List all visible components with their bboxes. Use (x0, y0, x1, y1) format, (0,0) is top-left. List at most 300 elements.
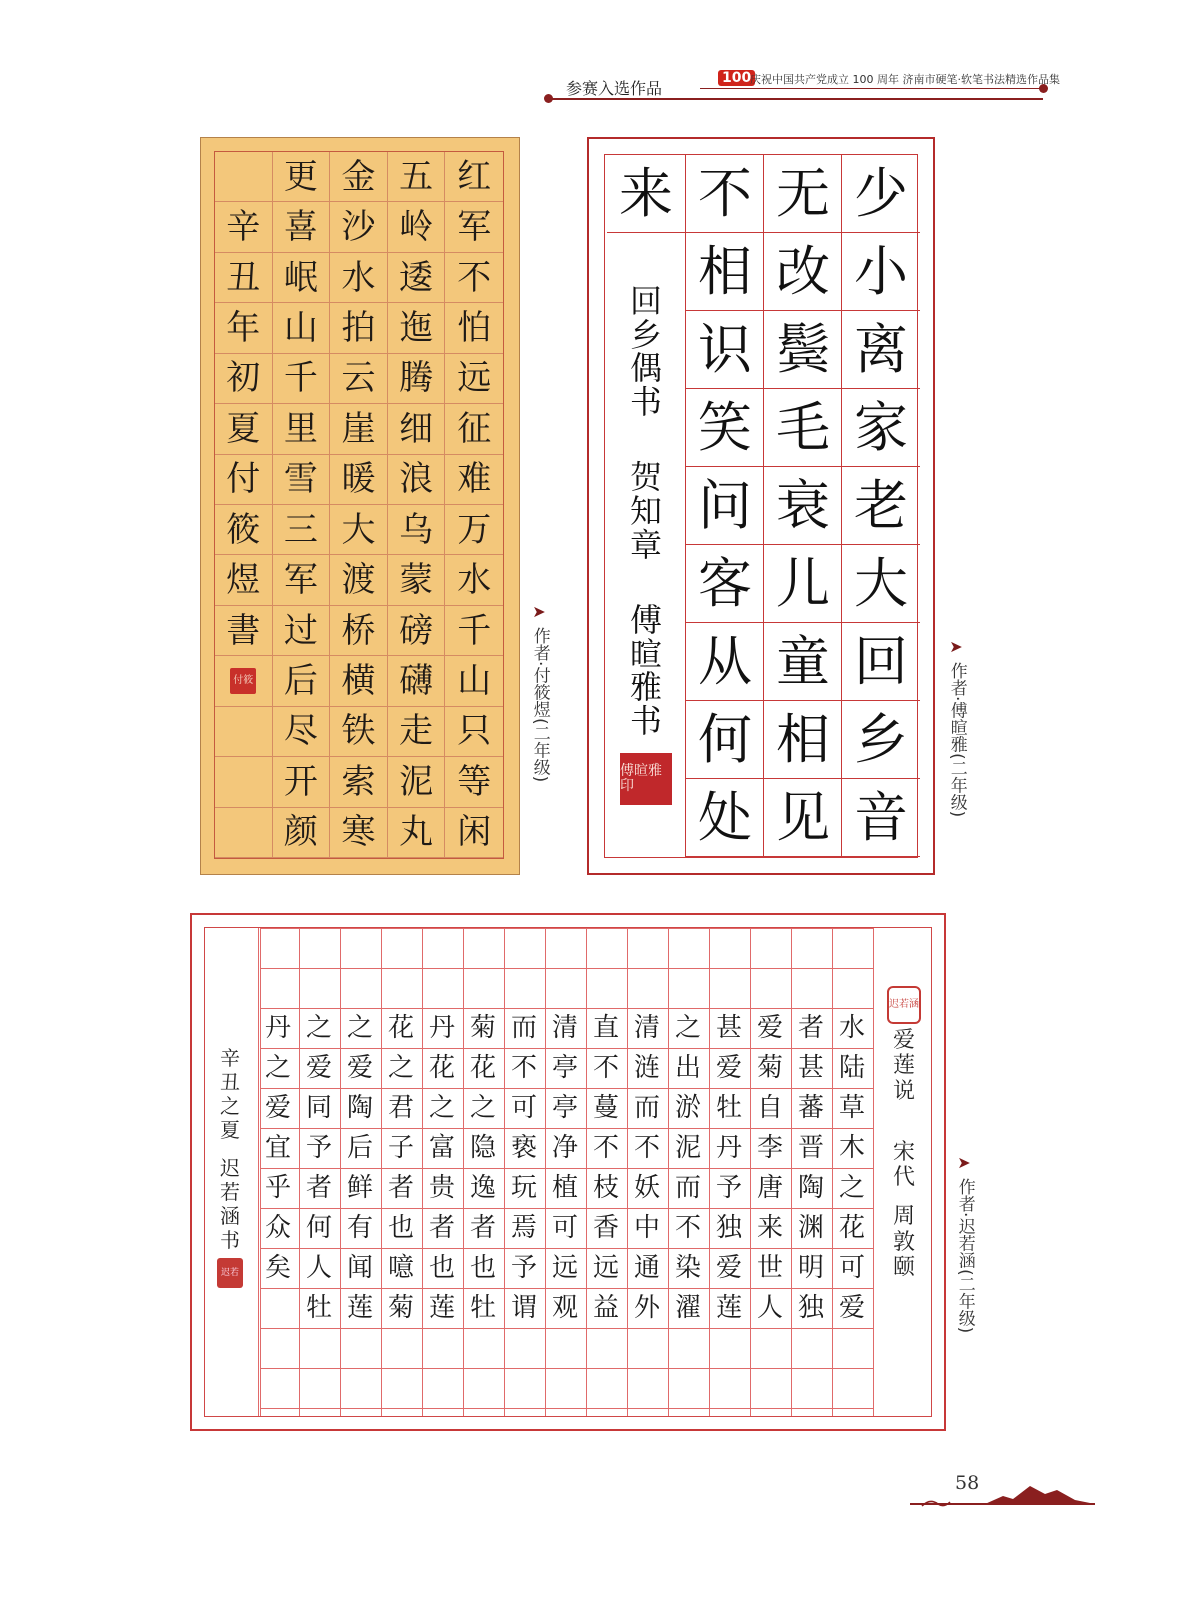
calligraphy-character: 难 (457, 459, 492, 500)
calligraphy-character: 闻 (346, 1253, 373, 1283)
calligraphy-character: 甚 (715, 1013, 742, 1043)
calligraphy-character: 儿 (776, 551, 830, 615)
calligraphy-character: 爱 (715, 1053, 742, 1083)
calligraphy-character: 万 (457, 509, 492, 550)
grid-cell (273, 455, 331, 505)
caption-arrow-icon: ➤ (532, 602, 546, 621)
grid-cell (445, 707, 503, 757)
calligraphy-character: 更 (283, 156, 318, 197)
calligraphy-character: 闲 (457, 812, 492, 853)
calligraphy-character: 乎 (264, 1173, 291, 1203)
grid-cell (764, 155, 842, 233)
calligraphy-character: 乡 (854, 707, 908, 771)
grid-cell (215, 152, 273, 202)
calligraphy-character: 老 (854, 473, 908, 537)
calligraphy-character: 者 (305, 1173, 332, 1203)
calligraphy-character: 里 (283, 408, 318, 449)
caption-3-grade: (二年级) (954, 1268, 975, 1334)
signature-text: 回 乡 偶 书 (629, 282, 662, 421)
calligraphy-character: 喜 (283, 207, 318, 248)
calligraphy-character: 何 (305, 1213, 332, 1243)
calligraphy-character: 濯 (674, 1293, 701, 1323)
grid-cell (273, 404, 331, 454)
calligraphy-character: 问 (698, 473, 752, 537)
grid-cell (388, 656, 446, 706)
caption-1-author: 作者·付筱煜 (529, 627, 550, 718)
grid-cell (215, 555, 273, 605)
calligraphy-character: 同 (305, 1093, 332, 1123)
calligraphy-character: 水 (457, 560, 492, 601)
calligraphy-character: 者 (797, 1013, 824, 1043)
calligraphy-character: 颜 (283, 812, 318, 853)
calligraphy-character: 富 (428, 1133, 455, 1163)
grid-cell (764, 545, 842, 623)
calligraphy-character: 世 (756, 1253, 783, 1283)
calligraphy-character: 也 (469, 1253, 496, 1283)
calligraphy-character: 离 (854, 317, 908, 381)
grid-cell (388, 253, 446, 303)
calligraphy-character: 枝 (592, 1173, 619, 1203)
calligraphy-character: 牡 (715, 1093, 742, 1123)
calligraphy-character: 牡 (469, 1293, 496, 1323)
calligraphy-character: 后 (346, 1133, 373, 1163)
grid-cell (764, 623, 842, 701)
grid-cell (388, 202, 446, 252)
calligraphy-character: 之 (838, 1173, 865, 1203)
grid-cell (686, 545, 764, 623)
grid-cell (330, 455, 388, 505)
calligraphy-character: 爱 (715, 1253, 742, 1283)
calligraphy-character: 蕃 (797, 1093, 824, 1123)
grid-cell (686, 623, 764, 701)
grid-rule (260, 1368, 873, 1369)
calligraphy-character: 军 (283, 560, 318, 601)
grid-cell (686, 233, 764, 311)
calligraphy-character: 焉 (510, 1213, 537, 1243)
calligraphy-character: 出 (674, 1053, 701, 1083)
page-number: 58 (955, 1472, 980, 1494)
calligraphy-character: 之 (387, 1053, 414, 1083)
caption-1-grade: (二年级) (529, 717, 550, 783)
calligraphy-character: 草 (838, 1093, 865, 1123)
grid-cell (445, 303, 503, 353)
grid-cell (445, 656, 503, 706)
calligraphy-character: 雪 (283, 459, 318, 500)
calligraphy-character: 植 (551, 1173, 578, 1203)
grid-cell (215, 202, 273, 252)
grid-cell (273, 555, 331, 605)
calligraphy-character: 花 (387, 1013, 414, 1043)
grid-cell (215, 354, 273, 404)
grid-cell (445, 354, 503, 404)
calligraphy-character: 笑 (698, 395, 752, 459)
calligraphy-character: 莲 (715, 1293, 742, 1323)
calligraphy-character: 子 (387, 1133, 414, 1163)
grid-cell (215, 808, 273, 858)
calligraphy-character: 菊 (469, 1013, 496, 1043)
caption-3-author: 作者·迟若涵 (954, 1178, 975, 1269)
calligraphy-character: 爱 (756, 1013, 783, 1043)
grid-cell (842, 467, 920, 545)
artwork-3-grid (204, 927, 932, 1417)
calligraphy-character: 回 (854, 629, 908, 693)
calligraphy-character: 之 (428, 1093, 455, 1123)
calligraphy-character: 远 (592, 1253, 619, 1283)
calligraphy-character: 五 (399, 156, 434, 197)
calligraphy-character: 君 (387, 1093, 414, 1123)
calligraphy-character: 来 (756, 1213, 783, 1243)
grid-cell (273, 303, 331, 353)
calligraphy-character: 夏 (226, 408, 261, 449)
essay-title-block (887, 986, 921, 1280)
grid-cell (388, 455, 446, 505)
calligraphy-character: 军 (457, 207, 492, 248)
grid-rule (260, 1328, 873, 1329)
calligraphy-character: 陶 (797, 1173, 824, 1203)
calligraphy-character: 而 (510, 1013, 537, 1043)
artwork-2 (587, 137, 935, 875)
calligraphy-character: 寒 (341, 812, 376, 853)
calligraphy-character: 逶 (399, 257, 434, 298)
grid-cell (330, 152, 388, 202)
grid-cell (686, 779, 764, 857)
calligraphy-character: 而 (674, 1173, 701, 1203)
grid-cell (388, 303, 446, 353)
calligraphy-character: 金 (341, 156, 376, 197)
calligraphy-character: 木 (838, 1133, 865, 1163)
calligraphy-character: 矣 (264, 1253, 291, 1283)
calligraphy-character: 爱 (264, 1093, 291, 1123)
grid-cell (388, 404, 446, 454)
calligraphy-character: 渊 (797, 1213, 824, 1243)
calligraphy-character: 远 (457, 358, 492, 399)
grid-cell (445, 253, 503, 303)
artwork-3 (190, 913, 946, 1431)
calligraphy-character: 尽 (283, 711, 318, 752)
calligraphy-character: 爱 (838, 1293, 865, 1323)
calligraphy-character: 可 (510, 1093, 537, 1123)
grid-cell (445, 757, 503, 807)
grid-cell (445, 505, 503, 555)
calligraphy-character: 之 (264, 1053, 291, 1083)
grid-cell (215, 606, 273, 656)
calligraphy-character: 走 (399, 711, 434, 752)
grid-cell (388, 707, 446, 757)
calligraphy-character: 花 (838, 1213, 865, 1243)
calligraphy-character: 者 (387, 1173, 414, 1203)
calligraphy-character: 予 (510, 1253, 537, 1283)
calligraphy-character: 客 (698, 551, 752, 615)
grid-cell (273, 202, 331, 252)
calligraphy-character: 泥 (399, 761, 434, 802)
calligraphy-character: 丹 (428, 1013, 455, 1043)
calligraphy-character: 牡 (305, 1293, 332, 1323)
calligraphy-character: 丹 (264, 1013, 291, 1043)
calligraphy-character: 之 (469, 1093, 496, 1123)
grid-cell (445, 202, 503, 252)
caption-1 (527, 603, 551, 782)
calligraphy-character: 毛 (776, 395, 830, 459)
calligraphy-character: 染 (674, 1253, 701, 1283)
calligraphy-character: 淤 (674, 1093, 701, 1123)
calligraphy-character: 鲜 (346, 1173, 373, 1203)
calligraphy-character: 山 (457, 660, 492, 701)
grid-cell (842, 623, 920, 701)
grid-cell (764, 233, 842, 311)
grid-cell (330, 404, 388, 454)
grid-cell (842, 389, 920, 467)
grid-cell (445, 455, 503, 505)
calligraphy-character: 予 (305, 1133, 332, 1163)
calligraphy-character: 莲 (346, 1293, 373, 1323)
calligraphy-character: 年 (226, 307, 261, 348)
calligraphy-character: 处 (698, 785, 752, 849)
calligraphy-character: 千 (457, 610, 492, 651)
grid-cell (445, 808, 503, 858)
grid-cell (842, 155, 920, 233)
calligraphy-character: 莲 (428, 1293, 455, 1323)
calligraphy-character: 渡 (341, 560, 376, 601)
calligraphy-character: 后 (283, 660, 318, 701)
calligraphy-character: 丹 (715, 1133, 742, 1163)
calligraphy-character: 独 (715, 1213, 742, 1243)
calligraphy-character: 见 (776, 785, 830, 849)
artwork-2-grid (604, 154, 918, 858)
grid-cell (388, 555, 446, 605)
grid-rule (260, 928, 873, 929)
grid-cell (388, 808, 446, 858)
calligraphy-character: 贵 (428, 1173, 455, 1203)
calligraphy-character: 水 (341, 257, 376, 298)
grid-cell (330, 757, 388, 807)
calligraphy-character: 蔓 (592, 1093, 619, 1123)
seal-stamp: 迟若涵 (887, 986, 921, 1024)
calligraphy-character: 音 (854, 785, 908, 849)
calligraphy-character: 少 (854, 161, 908, 225)
grid-cell (273, 152, 331, 202)
signature-block (217, 1046, 243, 1288)
calligraphy-character: 玩 (510, 1173, 537, 1203)
calligraphy-character: 逸 (469, 1173, 496, 1203)
text-column (607, 155, 685, 857)
grid-cell (445, 152, 503, 202)
calligraphy-character: 宜 (264, 1133, 291, 1163)
grid-cell (686, 467, 764, 545)
seal-stamp: 迟若 (217, 1258, 243, 1288)
calligraphy-character: 涟 (633, 1053, 660, 1083)
calligraphy-character: 之 (305, 1013, 332, 1043)
vertical-text: 爱 莲 说 (892, 1028, 915, 1104)
calligraphy-character: 者 (428, 1213, 455, 1243)
vertical-text: 周 敦 颐 (892, 1204, 915, 1281)
calligraphy-character: 自 (756, 1093, 783, 1123)
text-column (841, 155, 920, 857)
calligraphy-character: 明 (797, 1253, 824, 1283)
calligraphy-character: 来 (619, 161, 673, 225)
artwork-1-grid (214, 151, 504, 859)
header-rule (548, 98, 1043, 100)
grid-cell (215, 303, 273, 353)
signature-block (620, 282, 671, 805)
calligraphy-character: 三 (283, 509, 318, 550)
caption-arrow-icon: ➤ (949, 637, 963, 656)
calligraphy-character: 香 (592, 1213, 619, 1243)
calligraphy-character: 而 (633, 1093, 660, 1123)
calligraphy-character: 蒙 (399, 560, 434, 601)
grid-cell (764, 701, 842, 779)
grid-cell (330, 505, 388, 555)
calligraphy-character: 等 (457, 761, 492, 802)
seal-stamp: 付筱 (230, 668, 256, 694)
calligraphy-character: 之 (674, 1013, 701, 1043)
grid-cell (215, 707, 273, 757)
calligraphy-character: 红 (457, 156, 492, 197)
artwork-1 (200, 137, 520, 875)
calligraphy-character: 铁 (341, 711, 376, 752)
text-column (763, 155, 842, 857)
grid-cell (330, 354, 388, 404)
grid-cell (215, 757, 273, 807)
calligraphy-character: 众 (264, 1213, 291, 1243)
calligraphy-character: 花 (428, 1053, 455, 1083)
calligraphy-character: 鬓 (776, 317, 830, 381)
grid-cell (445, 606, 503, 656)
calligraphy-character: 可 (551, 1213, 578, 1243)
calligraphy-character: 暖 (341, 459, 376, 500)
calligraphy-character: 无 (776, 161, 830, 225)
caption-arrow-icon: ➤ (957, 1153, 971, 1172)
grid-rule (260, 1408, 873, 1409)
calligraphy-character: 書 (226, 610, 261, 651)
grid-cell (215, 455, 273, 505)
section-label: 参赛入选作品 (566, 79, 663, 98)
calligraphy-character: 不 (592, 1133, 619, 1163)
calligraphy-character: 亵 (510, 1133, 537, 1163)
grid-cell (842, 545, 920, 623)
calligraphy-character: 晋 (797, 1133, 824, 1163)
calligraphy-character: 清 (633, 1013, 660, 1043)
header-title-rule (700, 88, 1043, 89)
calligraphy-character: 菊 (756, 1053, 783, 1083)
grid-cell (842, 311, 920, 389)
grid-cell (273, 808, 331, 858)
calligraphy-character: 人 (756, 1293, 783, 1323)
calligraphy-character: 改 (776, 239, 830, 303)
calligraphy-character: 横 (341, 660, 376, 701)
cloud-swirl-icon (920, 1496, 960, 1510)
calligraphy-character: 腾 (399, 358, 434, 399)
text-column (685, 155, 764, 857)
grid-cell (215, 404, 273, 454)
caption-3 (952, 1154, 976, 1333)
grid-cell (215, 253, 273, 303)
grid-cell (330, 303, 388, 353)
calligraphy-character: 过 (283, 610, 318, 651)
calligraphy-character: 爱 (346, 1053, 373, 1083)
calligraphy-character: 清 (551, 1013, 578, 1043)
grid-cell (842, 233, 920, 311)
calligraphy-character: 菊 (387, 1293, 414, 1323)
calligraphy-character: 外 (633, 1293, 660, 1323)
calligraphy-character: 唐 (756, 1173, 783, 1203)
calligraphy-character: 千 (283, 358, 318, 399)
grid-cell (388, 606, 446, 656)
grid-cell (764, 467, 842, 545)
grid-cell (330, 808, 388, 858)
calligraphy-character: 筱 (226, 509, 261, 550)
calligraphy-character: 不 (633, 1133, 660, 1163)
grid-cell (764, 779, 842, 857)
calligraphy-character: 只 (457, 711, 492, 752)
calligraphy-character: 可 (838, 1253, 865, 1283)
calligraphy-character: 水 (838, 1013, 865, 1043)
grid-cell (388, 354, 446, 404)
grid-cell (686, 389, 764, 467)
calligraphy-character: 花 (469, 1053, 496, 1083)
calligraphy-character: 予 (715, 1173, 742, 1203)
grid-cell (686, 155, 764, 233)
grid-cell (273, 656, 331, 706)
calligraphy-character: 大 (854, 551, 908, 615)
grid-cell (215, 505, 273, 555)
calligraphy-character: 远 (551, 1253, 578, 1283)
calligraphy-character: 童 (776, 629, 830, 693)
calligraphy-character: 沙 (341, 207, 376, 248)
grid-cell (330, 707, 388, 757)
grid-cell (388, 757, 446, 807)
calligraphy-character: 从 (698, 629, 752, 693)
calligraphy-character: 独 (797, 1293, 824, 1323)
calligraphy-character: 细 (399, 408, 434, 449)
caption-2-grade: (二年级) (946, 752, 967, 818)
grid-cell (686, 701, 764, 779)
calligraphy-character: 不 (457, 257, 492, 298)
calligraphy-character: 乌 (399, 509, 434, 550)
vertical-text: 迟 若 涵 书 (220, 1156, 240, 1252)
calligraphy-character: 不 (510, 1053, 537, 1083)
calligraphy-character: 有 (346, 1213, 373, 1243)
grid-cell (330, 656, 388, 706)
calligraphy-character: 识 (698, 317, 752, 381)
grid-cell (273, 757, 331, 807)
calligraphy-character: 隐 (469, 1133, 496, 1163)
calligraphy-character: 泥 (674, 1133, 701, 1163)
calligraphy-character: 岷 (283, 257, 318, 298)
calligraphy-character: 之 (346, 1013, 373, 1043)
vertical-text: 宋 代 (892, 1139, 915, 1191)
calligraphy-character: 净 (551, 1133, 578, 1163)
calligraphy-character: 云 (341, 358, 376, 399)
calligraphy-character: 爱 (305, 1053, 332, 1083)
calligraphy-character: 亭 (551, 1053, 578, 1083)
calligraphy-character: 不 (592, 1053, 619, 1083)
calligraphy-character: 家 (854, 395, 908, 459)
calligraphy-character: 辛 (226, 207, 261, 248)
grid-cell (330, 253, 388, 303)
calligraphy-character: 噫 (387, 1253, 414, 1283)
calligraphy-character: 陶 (346, 1093, 373, 1123)
calligraphy-character: 征 (457, 408, 492, 449)
calligraphy-character: 也 (428, 1253, 455, 1283)
caption-2-author: 作者·傅暄雅 (946, 662, 967, 753)
calligraphy-character: 直 (592, 1013, 619, 1043)
calligraphy-character: 怕 (457, 307, 492, 348)
calligraphy-character: 浪 (399, 459, 434, 500)
grid-cell (764, 389, 842, 467)
calligraphy-character: 磅 (399, 610, 434, 651)
grid-cell (686, 311, 764, 389)
mountain-icon (985, 1482, 1095, 1506)
